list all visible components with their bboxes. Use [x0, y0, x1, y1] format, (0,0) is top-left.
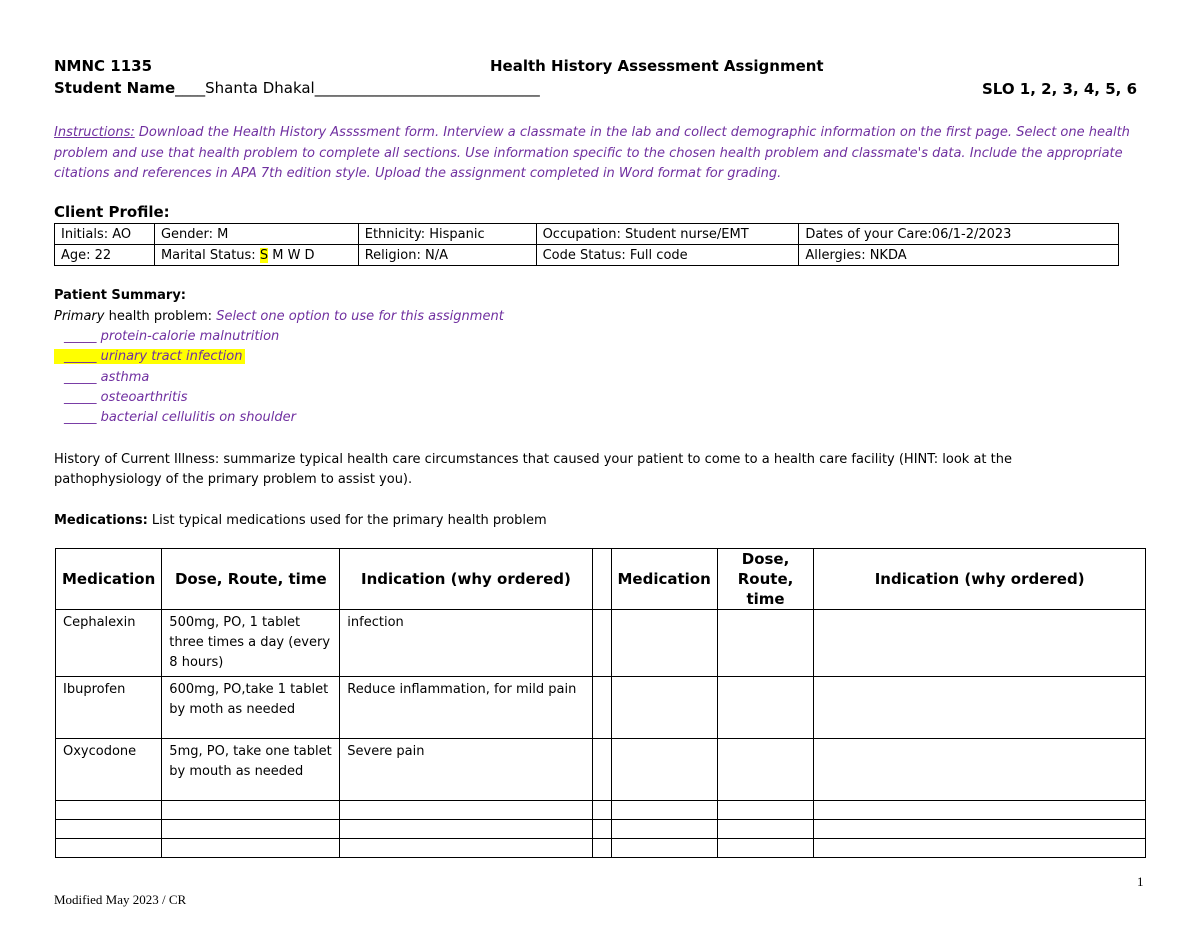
- empty-cell: [611, 739, 717, 801]
- student-name-line: [54, 79, 540, 97]
- empty-cell: [162, 801, 340, 820]
- marital-status-cell: [154, 245, 358, 266]
- religion-cell: Religion: N/A: [358, 245, 536, 266]
- table-row: [56, 801, 1146, 820]
- code-status-cell: Code Status: Full code: [536, 245, 799, 266]
- problem-option: _____ protein-calorie malnutrition: [64, 329, 280, 344]
- marital-status-selected: S: [259, 247, 269, 263]
- marital-status-label: Marital Status:: [160, 247, 260, 263]
- empty-cell: [717, 739, 813, 801]
- empty-cell: [814, 610, 1146, 677]
- table-row: [56, 739, 1146, 801]
- course-code: NMNC 1135: [54, 57, 153, 75]
- history-line-2: pathophysiology of the primary problem to assist you).: [54, 472, 413, 487]
- empty-cell: [717, 839, 813, 858]
- table-row: [56, 820, 1146, 839]
- empty-cell: [340, 801, 592, 820]
- empty-cell: [592, 839, 611, 858]
- problem-option: _____ osteoarthritis: [64, 390, 188, 405]
- problem-option-selected: _____ urinary tract infection: [54, 349, 245, 364]
- empty-cell: [814, 677, 1146, 739]
- col-spacer: [592, 549, 611, 610]
- medication-name: Ibuprofen: [56, 677, 162, 739]
- patient-summary-heading: Patient Summary:: [54, 288, 186, 303]
- empty-cell: [611, 801, 717, 820]
- medications-table: [55, 548, 1146, 858]
- primary-label: Primary: [54, 309, 105, 324]
- medication-indication: Reduce inflammation, for mild pain: [340, 677, 592, 739]
- empty-cell: [611, 610, 717, 677]
- empty-cell: [56, 801, 162, 820]
- empty-cell: [717, 610, 813, 677]
- footer-modified: Modified May 2023 / CR: [54, 892, 187, 907]
- empty-cell: [592, 820, 611, 839]
- medication-dose: 5mg, PO, take one tablet by mouth as needed: [162, 739, 340, 801]
- medication-dose: 600mg, PO,take 1 tablet by moth as needed: [162, 677, 340, 739]
- empty-cell: [814, 820, 1146, 839]
- medications-label: Medications:: [54, 513, 148, 528]
- col-indication-2: Indication (why ordered): [814, 549, 1146, 610]
- medication-name: Oxycodone: [56, 739, 162, 801]
- student-name-value: ____Shanta Dhakal______________________________: [175, 79, 540, 97]
- empty-cell: [340, 820, 592, 839]
- empty-cell: [592, 677, 611, 739]
- medications-text: List typical medications used for the primary health problem: [147, 513, 547, 528]
- empty-cell: [340, 839, 592, 858]
- empty-cell: [56, 839, 162, 858]
- empty-cell: [814, 739, 1146, 801]
- empty-cell: [56, 820, 162, 839]
- medications-intro: [54, 513, 547, 528]
- empty-cell: [162, 820, 340, 839]
- empty-cell: [611, 820, 717, 839]
- ethnicity-cell: Ethnicity: Hispanic: [358, 224, 536, 245]
- client-profile-row: [55, 224, 1119, 245]
- medication-dose: 500mg, PO, 1 tablet three times a day (every 8 hours): [162, 610, 340, 677]
- medication-name: Cephalexin: [56, 610, 162, 677]
- student-name-label: Student Name: [54, 79, 176, 97]
- col-dose-route-time: Dose, Route, time: [162, 549, 340, 610]
- primary-problem-line: [54, 309, 504, 324]
- empty-cell: [592, 739, 611, 801]
- client-profile-table: [54, 223, 1119, 266]
- select-note: Select one option to use for this assignment: [216, 309, 504, 324]
- initials-cell: Initials: AO: [55, 224, 155, 245]
- problem-option: _____ bacterial cellulitis on shoulder: [64, 410, 296, 425]
- slo-label: SLO 1, 2, 3, 4, 5, 6: [982, 80, 1138, 98]
- document-title: Health History Assessment Assignment: [490, 57, 824, 75]
- empty-cell: [162, 839, 340, 858]
- occupation-cell: Occupation: Student nurse/EMT: [536, 224, 799, 245]
- instructions-text: Download the Health History Assssment form. Interview a classmate in the lab and collect demographic information on the first page. Select one health problem and use that health problem to complete all sections. Use information specific to the chosen health problem and classmate's data. Include the appropriate citations and references in APA 7th edition style. Upload the assignment completed in Word format for grading.: [54, 125, 1130, 181]
- allergies-cell: Allergies: NKDA: [799, 245, 1119, 266]
- empty-cell: [592, 610, 611, 677]
- empty-cell: [717, 801, 813, 820]
- client-profile-heading: Client Profile:: [54, 203, 170, 221]
- col-dose-route-time-2: Dose, Route, time: [717, 549, 813, 610]
- instructions-label: Instructions:: [54, 125, 135, 140]
- page-number: 1: [1137, 874, 1144, 889]
- table-row: [56, 839, 1146, 858]
- history-line-1: History of Current Illness: summarize typical health care circumstances that caused your patient to come to a health care facility (HINT: look at the: [54, 452, 1013, 467]
- col-indication: Indication (why ordered): [340, 549, 592, 610]
- age-cell: Age: 22: [55, 245, 155, 266]
- empty-cell: [717, 677, 813, 739]
- empty-cell: [717, 820, 813, 839]
- gender-cell: Gender: M: [154, 224, 358, 245]
- primary-rest: health problem:: [104, 309, 217, 324]
- client-profile-row: [55, 245, 1119, 266]
- col-medication: Medication: [56, 549, 162, 610]
- dates-of-care-cell: Dates of your Care:06/1-2/2023: [799, 224, 1119, 245]
- medication-indication: infection: [340, 610, 592, 677]
- col-medication-2: Medication: [611, 549, 717, 610]
- instructions: [54, 123, 1134, 185]
- medications-header-row: [56, 549, 1146, 610]
- problem-option: _____ asthma: [64, 370, 150, 385]
- empty-cell: [611, 677, 717, 739]
- empty-cell: [814, 839, 1146, 858]
- table-row: [56, 677, 1146, 739]
- marital-status-options: M W D: [268, 247, 315, 263]
- empty-cell: [592, 801, 611, 820]
- table-row: [56, 610, 1146, 677]
- empty-cell: [611, 839, 717, 858]
- medication-indication: Severe pain: [340, 739, 592, 801]
- empty-cell: [814, 801, 1146, 820]
